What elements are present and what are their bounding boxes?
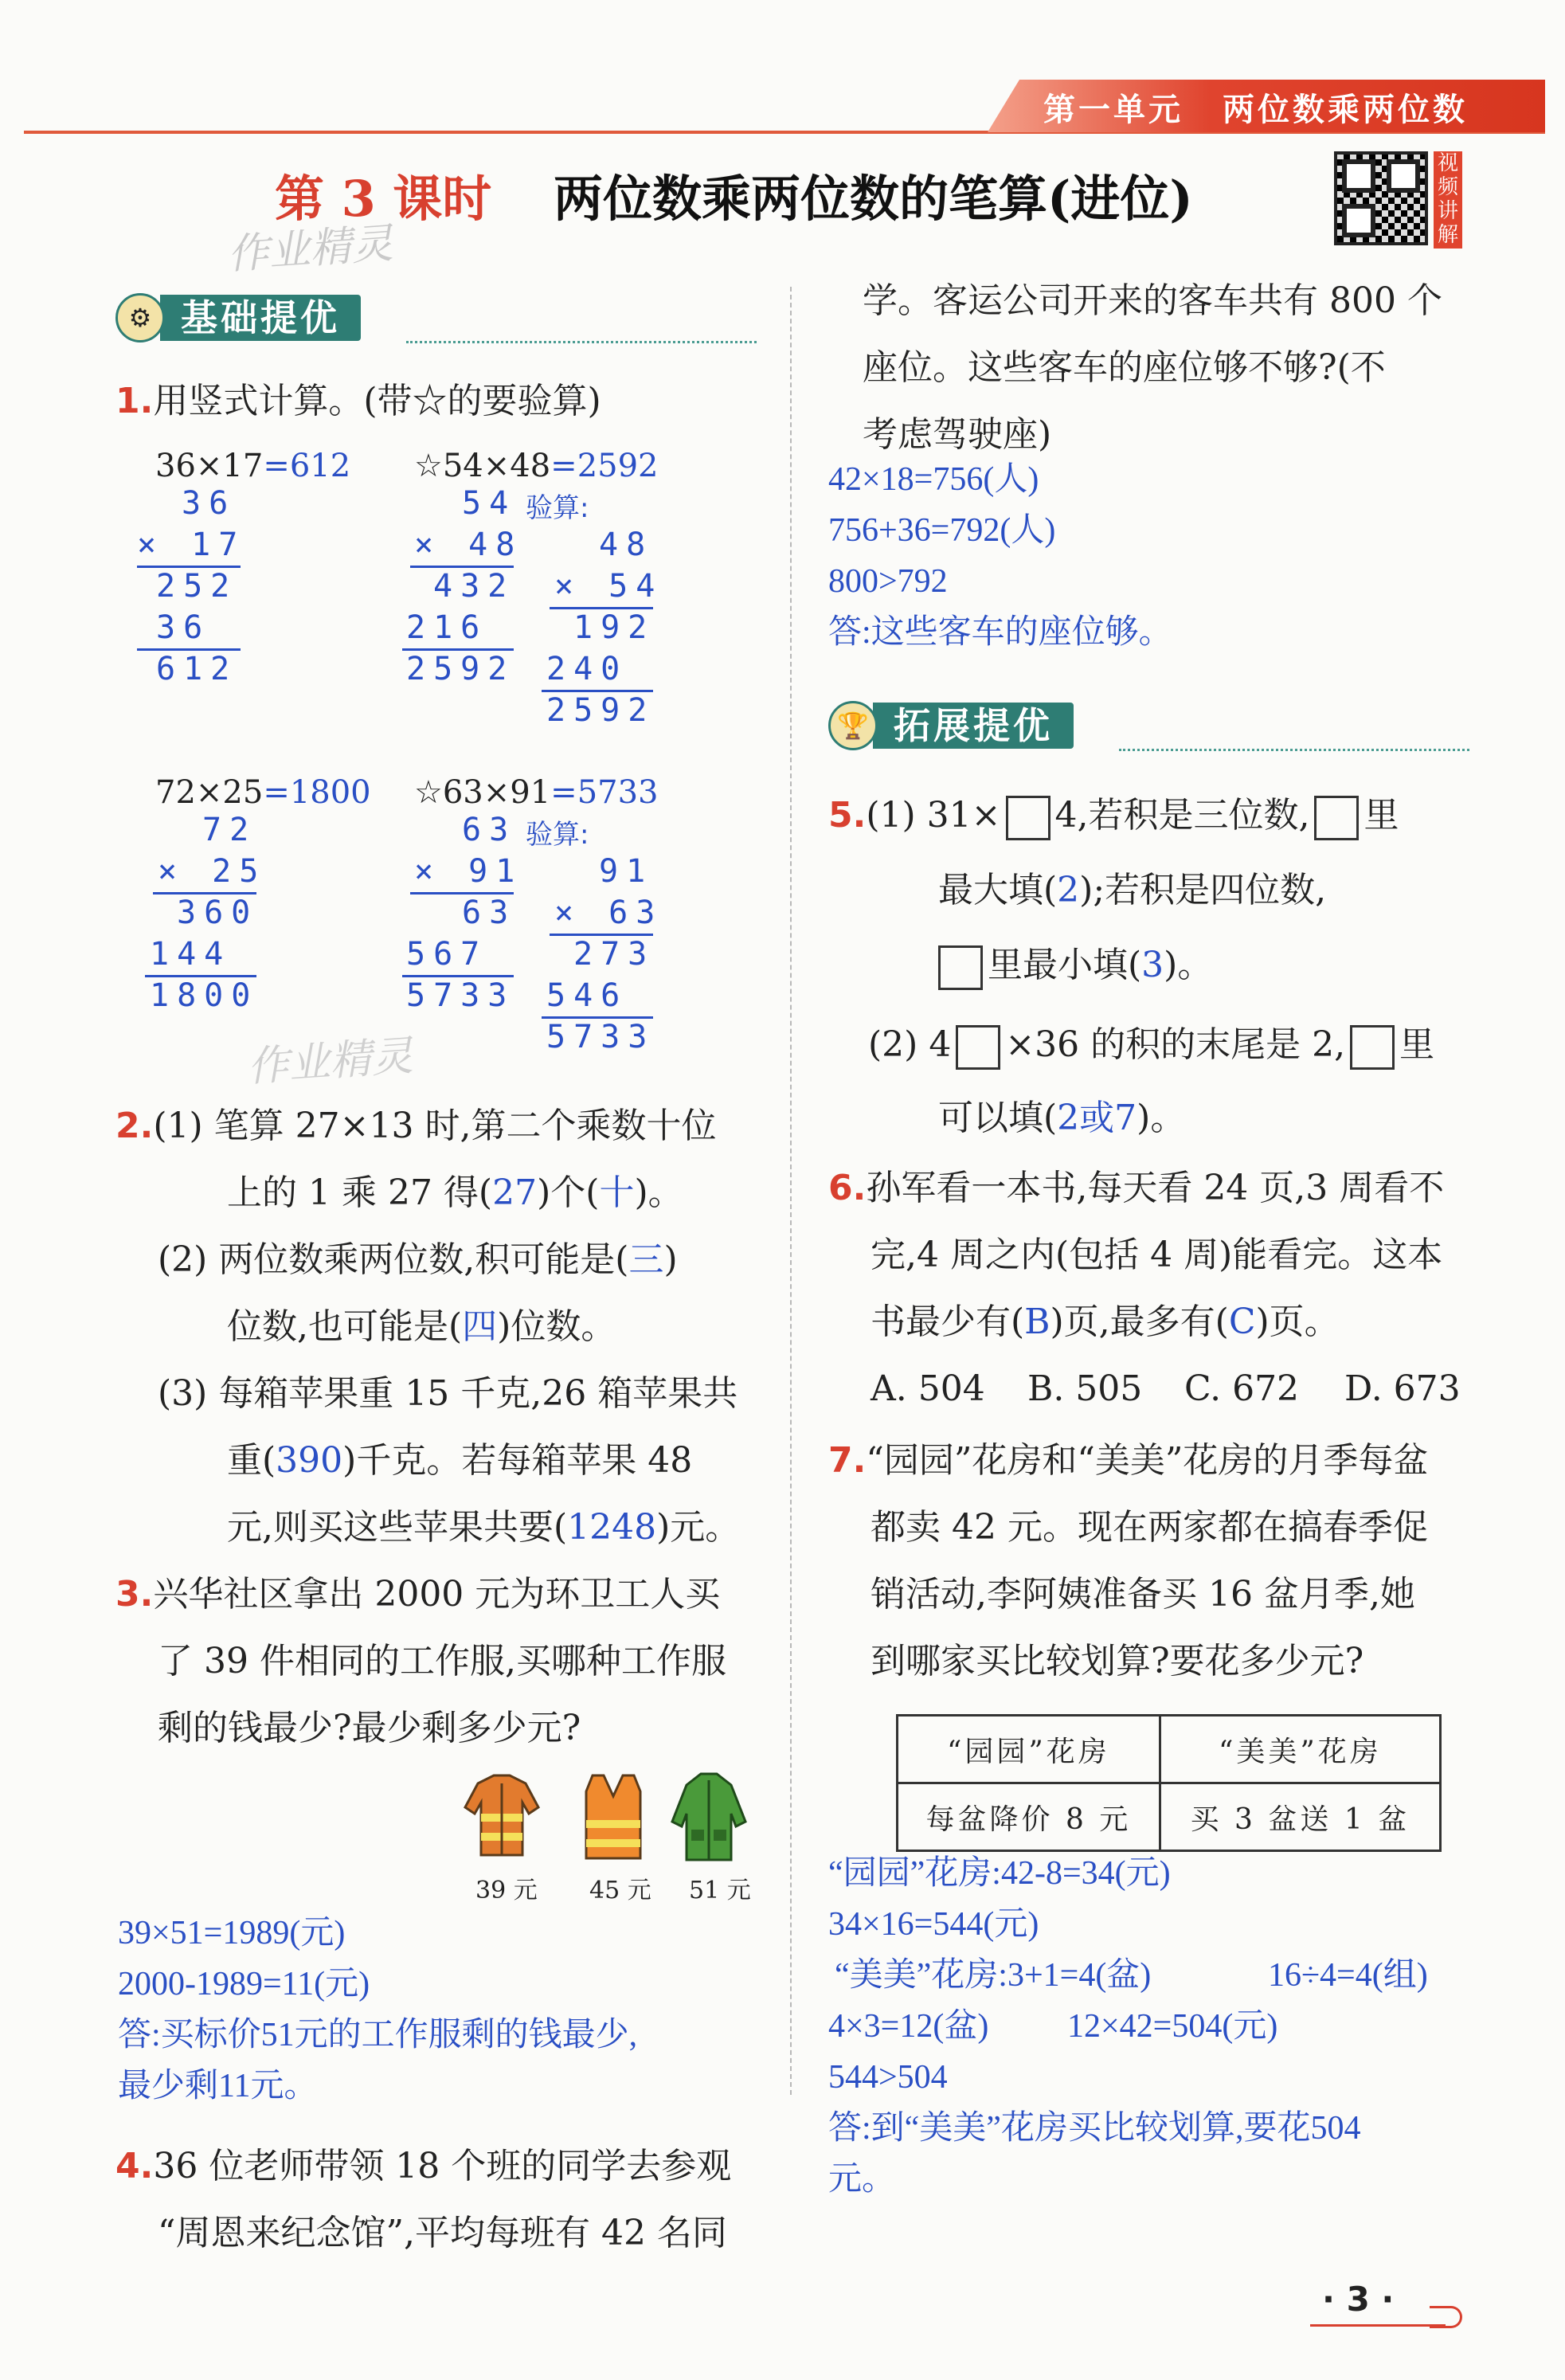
q1-item3-row2: × 25 <box>158 853 267 890</box>
q7-answer-5: 4×3=12(盆) <box>828 2008 989 2045</box>
section-basic: ⚙ 基础提优 <box>115 295 361 341</box>
page-number: · 3 · <box>1322 2280 1395 2319</box>
page-number-underline <box>1310 2324 1446 2327</box>
table-header: “美美”花房 <box>1160 1716 1440 1783</box>
q7-answer-3: “美美”花房:3+1=4(盆) <box>835 1957 1152 1994</box>
q1-item4-check-row4: 546 <box>546 977 628 1014</box>
q1-item4-check-row5: 5733 <box>546 1019 655 1055</box>
q1-item2-expr: ☆54×48=2592 <box>414 448 659 484</box>
q1-item4-check-label: 验算: <box>526 819 589 851</box>
q7-answer-8: 答:到“美美”花房买比较划算,要花504 <box>828 2110 1361 2147</box>
blank-box[interactable] <box>938 945 983 990</box>
q4-answer-2: 756+36=792(人) <box>828 512 1056 549</box>
column-divider <box>790 287 792 2095</box>
q4-answer-4: 答:这些客车的座位够。 <box>828 614 1172 651</box>
q5-p1-line3: 里最小填(3)。 <box>938 932 1212 999</box>
q1-item2-check-row2: × 54 <box>554 568 663 605</box>
page-swoosh-icon <box>1430 2306 1462 2328</box>
q7-answer-7: 544>504 <box>828 2059 948 2096</box>
q7-line3: 销活动,李阿姨准备买 16 盆月季,她 <box>871 1574 1415 1615</box>
q1-item1-row2: × 17 <box>137 526 246 563</box>
q7-answer-2: 34×16=544(元) <box>828 1906 1039 1943</box>
uniform-images <box>454 1772 757 1868</box>
flower-table <box>896 1714 1442 1852</box>
q2-p1-line1: 2.(1) 笔算 27×13 时,第二个乘数十位 <box>115 1106 717 1146</box>
q4-line5: 考虑驾驶座) <box>863 414 1052 455</box>
gear-icon: ⚙ <box>115 293 165 343</box>
q6-line2: 完,4 周之内(包括 4 周)能看完。这本 <box>871 1235 1443 1275</box>
watermark-mid: 作业精灵 <box>245 1031 415 1092</box>
q3-answer-4: 最少剩11元。 <box>118 2068 318 2104</box>
q1-item1-row5: 612 <box>156 651 238 687</box>
q1-item2-check-row4: 240 <box>546 651 628 687</box>
price-3: 51 元 <box>689 1877 751 1904</box>
q4-line3: 学。客运公司开来的客车共有 800 个 <box>863 280 1442 321</box>
table-cell: 每盆降价 8 元 <box>898 1783 1160 1851</box>
q2-p2-line2: 位数,也可能是(四)位数。 <box>227 1306 616 1347</box>
table-cell: 买 3 盆送 1 盆 <box>1160 1783 1440 1851</box>
q1-item2-check-label: 验算: <box>526 492 589 524</box>
q5-p2-line1: (2) 4 ×36 的积的末尾是 2, 里 <box>868 1012 1434 1078</box>
q1-item3-row5: 1800 <box>150 977 259 1014</box>
q7-answer-6: 12×42=504(元) <box>1067 2008 1278 2045</box>
qr-code[interactable] <box>1334 151 1428 245</box>
watermark-top: 作业精灵 <box>225 219 395 280</box>
header-unit: 第一单元 <box>1043 92 1184 128</box>
blank-box[interactable] <box>956 1025 1000 1070</box>
q1-item1-expr: 36×17=612 <box>155 448 351 484</box>
q1-item2-check-row3: 192 <box>573 609 655 646</box>
q1-item4-row4: 567 <box>406 936 488 973</box>
q1-item3-expr: 72×25=1800 <box>155 774 371 811</box>
header-unit-title: 两位数乘两位数 <box>1223 92 1468 128</box>
q1-item2-row4: 216 <box>406 609 488 646</box>
q1-item4-row3: 63 <box>462 894 517 931</box>
q7-answer-9: 元。 <box>828 2161 896 2198</box>
q7-answer-4: 16÷4=4(组) <box>1268 1957 1428 1994</box>
table-header: “园园”花房 <box>898 1716 1160 1783</box>
blank-box[interactable] <box>1006 796 1051 840</box>
q3-answer-3: 答:买标价51元的工作服剩的钱最少, <box>118 2017 638 2053</box>
q1-item4-check-row3: 273 <box>573 936 655 973</box>
section-extend-rule <box>1119 749 1469 751</box>
q7-answer-1: “园园”花房:42-8=34(元) <box>828 1855 1171 1892</box>
q2-p2-line1: (2) 两位数乘两位数,积可能是(三) <box>158 1239 678 1280</box>
video-label: 视 频 讲 解 <box>1434 151 1462 249</box>
q5-p1-line2: 最大填(2);若积是四位数, <box>938 870 1327 910</box>
q2-p3-line3: 元,则买这些苹果共要(1248)元。 <box>227 1507 741 1548</box>
section-basic-rule <box>406 341 757 343</box>
lesson-number: 第 3 课时 <box>275 170 492 228</box>
q1-item3-row3: 360 <box>177 894 259 931</box>
q1-item1-row1: 36 <box>182 485 237 522</box>
q6-option-c: C. 672 <box>1184 1368 1300 1409</box>
q1-item1-row3: 252 <box>156 568 238 605</box>
q1-item4-row1: 63 <box>462 812 517 848</box>
q7-line1: 7.“园园”花房和“美美”花房的月季每盆 <box>828 1440 1429 1481</box>
q5-p2-line2: 可以填(2或7)。 <box>938 1098 1186 1138</box>
q4-line4: 座位。这些客车的座位够不够?(不 <box>863 347 1386 388</box>
vest-icon <box>586 1775 640 1858</box>
q6-line1: 6.孙军看一本书,每天看 24 页,3 周看不 <box>828 1168 1445 1208</box>
q1-item2-row5: 2592 <box>406 651 515 687</box>
q6-line3: 书最少有(B)页,最多有(C)页。 <box>871 1302 1340 1342</box>
q4-answer-1: 42×18=756(人) <box>828 461 1039 498</box>
q1-item3-row1: 72 <box>202 812 257 848</box>
blank-box[interactable] <box>1350 1025 1395 1070</box>
section-extend: 🏆 拓展提优 <box>828 703 1074 749</box>
jacket-icon <box>465 1775 538 1855</box>
q1-item2-row1: 54 <box>462 485 517 522</box>
q1-item4-row2: × 91 <box>414 853 523 890</box>
q1-item3-row4: 144 <box>150 936 232 973</box>
q4-line2: “周恩来纪念馆”,平均每班有 42 名同 <box>158 2213 727 2253</box>
q2-p1-line2: 上的 1 乘 27 得(27)个(十)。 <box>227 1172 683 1213</box>
q1-item4-row5: 5733 <box>406 977 515 1014</box>
q1-item1-row4: 36 <box>156 609 211 646</box>
q1-item4-check-row1: 91 <box>599 853 654 890</box>
trophy-icon: 🏆 <box>828 701 878 750</box>
q1-item2-row2: × 48 <box>414 526 523 563</box>
q1-prompt: 1.用竖式计算。(带☆的要验算) <box>115 381 601 421</box>
q1-item2-check-row5: 2592 <box>546 692 655 729</box>
q1-item4-check-row2: × 63 <box>554 894 663 931</box>
q1-item2-check-row1: 48 <box>599 526 654 563</box>
q2-p3-line1: (3) 每箱苹果重 15 千克,26 箱苹果共 <box>158 1373 738 1414</box>
q3-answer-2: 2000-1989=11(元) <box>118 1966 370 2002</box>
q5-p1-line1: 5.(1) 31× 4,若积是三位数, 里 <box>828 782 1399 849</box>
coat-icon <box>672 1774 745 1860</box>
lesson-title: 两位数乘两位数的笔算(进位) <box>554 170 1193 228</box>
q3-answer-1: 39×51=1989(元) <box>118 1915 346 1951</box>
q1-item2-row3: 432 <box>433 568 515 605</box>
q4-answer-3: 800>792 <box>828 563 948 600</box>
q7-line4: 到哪家买比较划算?要花多少元? <box>871 1641 1364 1681</box>
q4-line1: 4.36 位老师带领 18 个班的同学去参观 <box>115 2146 732 2186</box>
blank-box[interactable] <box>1314 796 1359 840</box>
q1-item4-expr: ☆63×91=5733 <box>414 774 659 811</box>
price-1: 39 元 <box>475 1877 538 1904</box>
q6-option-b: B. 505 <box>1027 1368 1143 1409</box>
q3-line3: 剩的钱最少?最少剩多少元? <box>158 1708 581 1748</box>
q6-option-d: D. 673 <box>1344 1368 1461 1409</box>
q2-p3-line2: 重(390)千克。若每箱苹果 48 <box>227 1440 693 1481</box>
q7-line2: 都卖 42 元。现在两家都在搞春季促 <box>871 1507 1428 1548</box>
q3-line2: 了 39 件相同的工作服,买哪种工作服 <box>158 1641 726 1681</box>
q6-option-a: A. 504 <box>871 1368 985 1409</box>
q3-line1: 3.兴华社区拿出 2000 元为环卫工人买 <box>115 1574 721 1615</box>
price-2: 45 元 <box>589 1877 651 1904</box>
